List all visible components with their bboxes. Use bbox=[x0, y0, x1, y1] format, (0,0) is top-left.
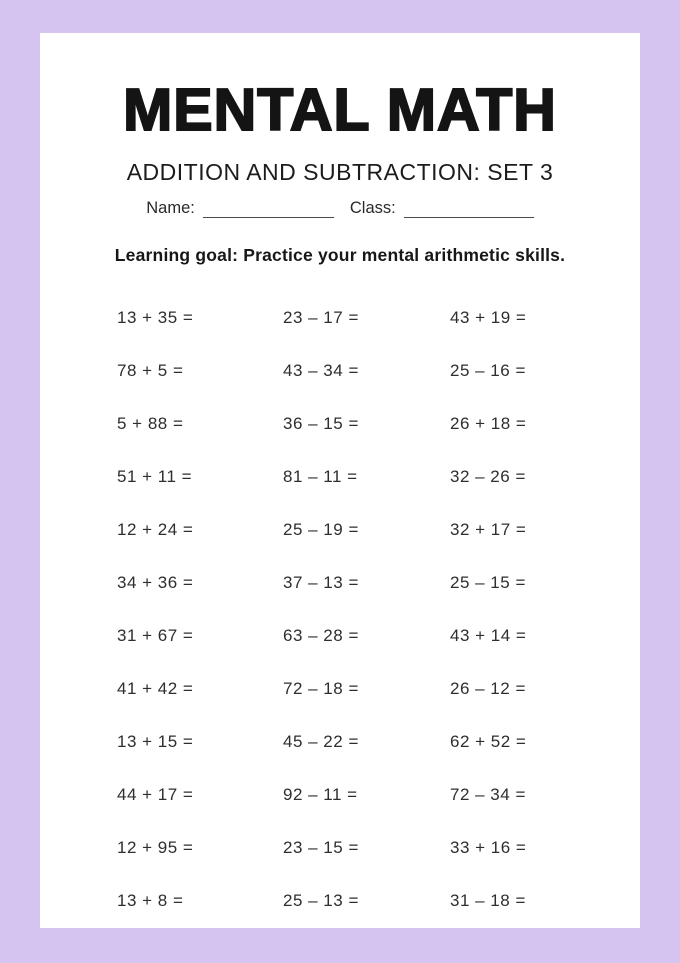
problem-cell: 72 – 18 = bbox=[283, 678, 359, 698]
page-subtitle: ADDITION AND SUBTRACTION: SET 3 bbox=[126, 159, 554, 185]
problem-cell: 43 + 19 = bbox=[450, 307, 527, 327]
problem-cell: 23 – 17 = bbox=[283, 307, 359, 327]
name-label: Name: bbox=[146, 199, 195, 217]
page-title: MENTAL MATH bbox=[123, 77, 557, 143]
problem-cell: 12 + 24 = bbox=[117, 519, 194, 539]
problem-cell: 32 + 17 = bbox=[450, 519, 527, 539]
problem-cell: 12 + 95 = bbox=[117, 837, 194, 857]
problem-cell: 13 + 15 = bbox=[117, 731, 194, 751]
problem-cell: 62 + 52 = bbox=[450, 731, 527, 751]
problem-cell: 45 – 22 = bbox=[283, 731, 359, 751]
class-blank-line bbox=[404, 200, 534, 218]
problem-cell: 23 – 15 = bbox=[283, 837, 359, 857]
problem-cell: 44 + 17 = bbox=[117, 784, 194, 804]
problem-cell: 26 – 12 = bbox=[450, 678, 526, 698]
problem-cell: 32 – 26 = bbox=[450, 466, 526, 486]
problem-cell: 31 + 67 = bbox=[117, 625, 194, 645]
problem-cell: 72 – 34 = bbox=[450, 784, 526, 804]
learning-goal: Learning goal: Practice your mental arithmetic skills. bbox=[114, 245, 566, 265]
problem-cell: 51 + 11 = bbox=[117, 466, 193, 486]
problem-cell: 13 + 35 = bbox=[117, 307, 194, 327]
problem-cell: 33 + 16 = bbox=[450, 837, 527, 857]
problem-cell: 34 + 36 = bbox=[117, 572, 194, 592]
problem-cell: 92 – 11 = bbox=[283, 784, 358, 804]
problem-cell: 41 + 42 = bbox=[117, 678, 194, 698]
problem-cell: 78 + 5 = bbox=[117, 360, 184, 380]
problem-cell: 31 – 18 = bbox=[450, 890, 526, 910]
problem-grid bbox=[40, 291, 640, 927]
problem-cell: 26 + 18 = bbox=[450, 413, 527, 433]
problem-cell: 36 – 15 = bbox=[283, 413, 359, 433]
problem-cell: 37 – 13 = bbox=[283, 572, 359, 592]
class-label: Class: bbox=[349, 199, 396, 217]
name-class-row bbox=[40, 199, 640, 218]
name-blank-line bbox=[203, 200, 334, 218]
problem-cell: 25 – 16 = bbox=[450, 360, 526, 380]
problem-cell: 63 – 28 = bbox=[283, 625, 359, 645]
problem-cell: 25 – 13 = bbox=[283, 890, 359, 910]
problem-cell: 81 – 11 = bbox=[283, 466, 358, 486]
problem-cell: 43 – 34 = bbox=[283, 360, 359, 380]
problem-cell: 5 + 88 = bbox=[117, 413, 184, 433]
problem-cell: 25 – 15 = bbox=[450, 572, 526, 592]
problem-cell: 13 + 8 = bbox=[117, 890, 184, 910]
problem-cell: 43 + 14 = bbox=[450, 625, 527, 645]
worksheet-page bbox=[40, 33, 640, 928]
problem-cell: 25 – 19 = bbox=[283, 519, 359, 539]
